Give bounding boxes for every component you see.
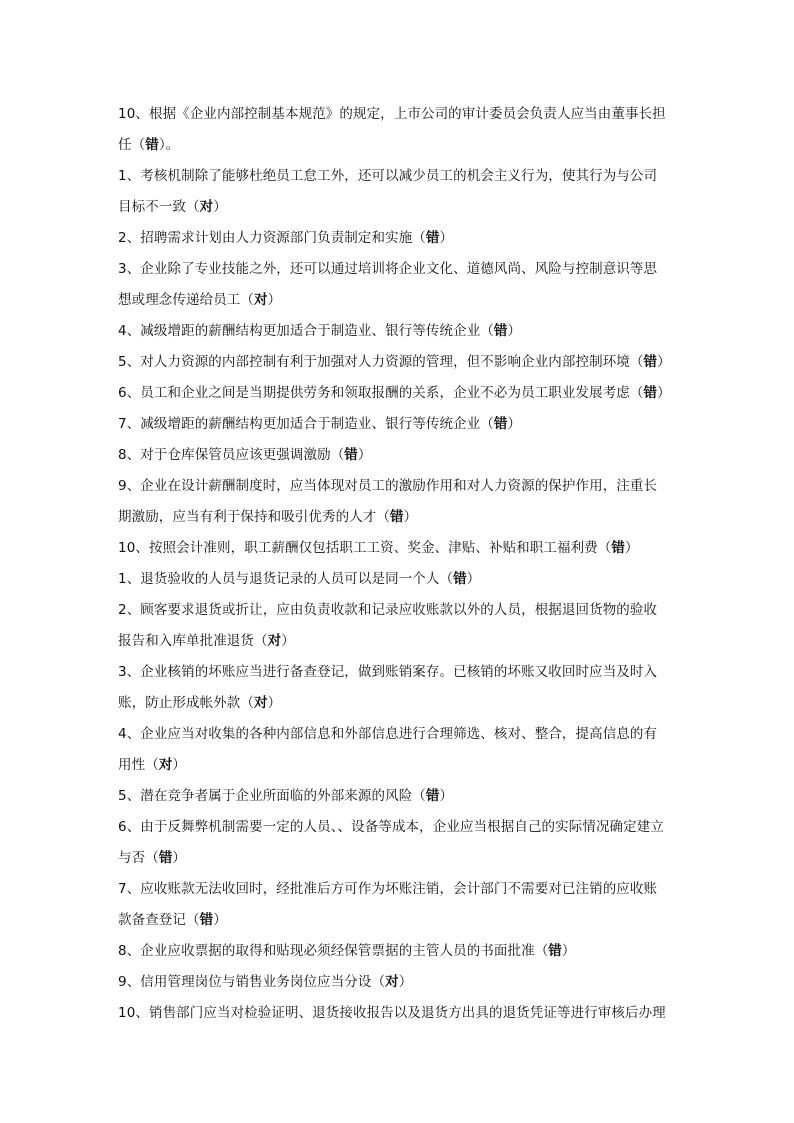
text-line: 与否（错）: [118, 850, 187, 866]
answer-mark: 错: [493, 416, 508, 432]
text-line: 10、按照会计准则，职工薪酬仅包括职工工资、奖金、津贴、补贴和职工福利费（错）: [118, 540, 639, 556]
text-line: 用性（对）: [118, 757, 187, 773]
text-line: 6、员工和企业之间是当期提供劳务和领取报酬的关系，企业不必为员工职业发展考虑（错）: [118, 385, 671, 401]
text-line: 账，防止形成帐外款（对）: [118, 695, 282, 711]
answer-mark: 错: [344, 447, 358, 463]
answer-mark: 错: [548, 943, 562, 959]
answer-mark: 错: [425, 788, 440, 804]
answer-mark: 错: [643, 354, 658, 370]
text-line: 5、潜在竞争者属于企业所面临的外部来源的风险（错）: [118, 788, 454, 804]
document-body: [118, 99, 678, 1029]
answer-mark: 对: [267, 633, 282, 649]
text-line: 7、减级增距的薪酬结构更加适合于制造业、银行等传统企业（错）: [118, 416, 522, 432]
text-line: 10、根据《企业内部控制基本规范》的规定，上市公司的审计委员会负责人应当由董事长担: [118, 106, 666, 122]
answer-mark: 对: [199, 199, 214, 215]
text-line: 4、企业应当对收集的各种内部信息和外部信息进行合理筛选、核对、整合，提高信息的有: [118, 726, 658, 742]
text-line: 3、企业核销的坏账应当进行备查登记，做到账销案存。已核销的坏账又收回时应当及时入: [118, 664, 658, 680]
answer-mark: 错: [145, 137, 159, 153]
text-line: 报告和入库单批准退货（对）: [118, 633, 295, 649]
text-line: 8、企业应收票据的取得和贴现必须经保管票据的主管人员的书面批准（错）: [118, 943, 576, 959]
text-line: 3、企业除了专业技能之外，还可以通过培训将企业文化、道德风尚、风险与控制意识等思: [118, 261, 658, 277]
answer-mark: 错: [493, 323, 508, 339]
answer-mark: 错: [199, 912, 214, 928]
text-line: 10、销售部门应当对检验证明、退货接收报告以及退货方出具的退货凭证等进行审核后办理: [118, 1005, 666, 1021]
text-line: 1、退货验收的人员与退货记录的人员可以是同一个人（错）: [118, 571, 481, 587]
text-line: 期激励，应当有利于保持和吸引优秀的人才（错）: [118, 509, 418, 525]
answer-mark: 错: [611, 540, 625, 556]
answer-mark: 错: [643, 385, 658, 401]
text-line: 2、招聘需求计划由人力资源部门负责制定和实施（错）: [118, 230, 454, 246]
text-line: 9、企业在设计薪酬制度时，应当体现对员工的激励作用和对人力资源的保护作用，注重长: [118, 478, 658, 494]
answer-mark: 对: [254, 695, 268, 711]
text-line: 2、顾客要求退货或折让，应由负责收款和记录应收账款以外的人员，根据退回货物的验收: [118, 602, 658, 618]
answer-mark: 错: [453, 571, 467, 587]
text-line: 任（错）。: [118, 137, 180, 153]
text-line: 想或理念传递给员工（对）: [118, 292, 282, 308]
answer-mark: 对: [385, 974, 399, 990]
answer-mark: 错: [158, 850, 173, 866]
text-line: 9、信用管理岗位与销售业务岗位应当分设（对）: [118, 974, 413, 990]
answer-mark: 对: [158, 757, 173, 773]
text-line: 8、对于仓库保管员应该更强调激励（错）: [118, 447, 372, 463]
text-line: 7、应收账款无法收回时，经批准后方可作为坏账注销，会计部门不需要对已注销的应收账: [118, 881, 658, 897]
answer-mark: 错: [425, 230, 440, 246]
text-line: 款备查登记（错）: [118, 912, 227, 928]
text-line: 6、由于反舞弊机制需要一定的人员、、设备等成本，企业应当根据自己的实际情况确定建立: [118, 819, 664, 835]
answer-mark: 错: [390, 509, 404, 525]
text-line: 5、对人力资源的内部控制有利于加强对人力资源的管理，但不影响企业内部控制环境（错）: [118, 354, 671, 370]
text-line: 目标不一致（对）: [118, 199, 227, 215]
answer-mark: 对: [254, 292, 268, 308]
text-line: 4、减级增距的薪酬结构更加适合于制造业、银行等传统企业（错）: [118, 323, 522, 339]
text-line: 1、考核机制除了能够杜绝员工怠工外，还可以减少员工的机会主义行为，使其行为与公司: [118, 168, 658, 184]
